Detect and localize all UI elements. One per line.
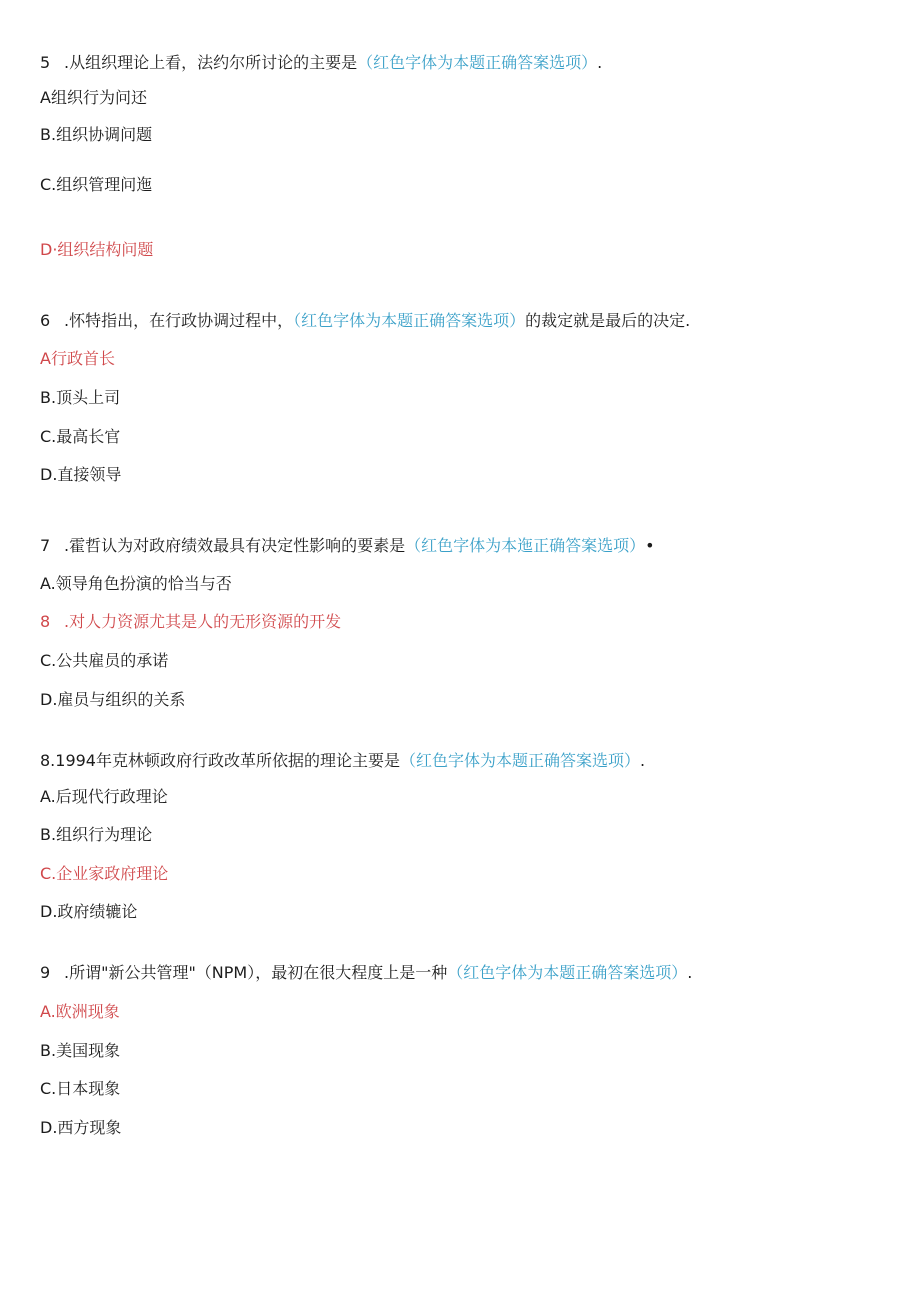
question-tail: • [645, 536, 655, 555]
answer-hint: （红色字体为本题正确答案选项） [447, 963, 688, 982]
q6-option-b: B.顶头上司 [40, 388, 121, 407]
answer-hint: （红色字体为本题正确答案选项） [357, 53, 598, 72]
question-number: 5 [40, 53, 51, 72]
question-tail: . [597, 53, 603, 72]
q7-option-a: A.领导角色扮演的恰当与否 [40, 574, 232, 593]
option-prefix: 8 [40, 612, 51, 631]
q8-option-d: D.政府绩辘论 [40, 902, 138, 921]
question-tail: 的裁定就是最后的决定. [525, 311, 691, 330]
answer-hint: （红色字体为本题正确答案选项） [400, 751, 641, 770]
q7-option-b-correct [40, 611, 341, 633]
q5-option-c: C.组织管理问迤 [40, 175, 153, 194]
question-6 [40, 310, 690, 332]
question-text: .所谓"新公共管理"（NPM），最初在很大程度上是一种 [64, 963, 448, 982]
q8-option-c-correct: C.企业家政府理论 [40, 864, 169, 883]
q9-option-a-correct: A.欧洲现象 [40, 1002, 120, 1021]
q5-option-b: B.组织协调问题 [40, 125, 153, 144]
q5-option-a: A组织行为问还 [40, 88, 147, 107]
q7-option-d: D.雇员与组织的关系 [40, 690, 186, 709]
question-tail: . [687, 963, 693, 982]
q6-option-d: D.直接领导 [40, 465, 122, 484]
question-7 [40, 535, 655, 557]
q6-option-c: C.最高长官 [40, 427, 121, 446]
question-8 [40, 750, 645, 772]
question-text: .霍哲认为对政府绩效最具有决定性影响的要素是 [64, 536, 406, 555]
question-text: 8.1994年克林顿政府行政改革所依据的理论主要是 [40, 751, 400, 770]
q8-option-b: B.组织行为理论 [40, 825, 153, 844]
question-number: 7 [40, 536, 51, 555]
q8-option-a: A.后现代行政理论 [40, 787, 168, 806]
question-5 [40, 52, 602, 74]
question-9 [40, 962, 692, 984]
question-number: 9 [40, 963, 51, 982]
q9-option-b: B.美国现象 [40, 1041, 121, 1060]
question-tail: . [640, 751, 646, 770]
answer-hint: （红色字体为本迤正确答案选项） [405, 536, 646, 555]
option-text: .对人力资源尤其是人的无形资源的开发 [64, 612, 342, 631]
question-text: .怀特指出，在行政协调过程中， [64, 311, 294, 330]
q9-option-d: D.西方现象 [40, 1118, 122, 1137]
q9-option-c: C.日本现象 [40, 1079, 121, 1098]
q6-option-a-correct: A行政首长 [40, 349, 115, 368]
q7-option-c: C.公共雇员的承诺 [40, 651, 169, 670]
q5-option-d-correct: D·组织结构问题 [40, 240, 154, 259]
question-number: 6 [40, 311, 51, 330]
question-text: .从组织理论上看，法约尔所讨论的主要是 [64, 53, 358, 72]
answer-hint: （红色字体为本题正确答案选项） [293, 311, 526, 330]
